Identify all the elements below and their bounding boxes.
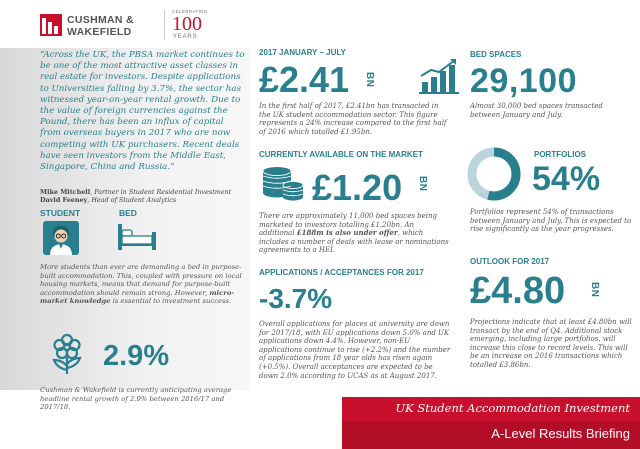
available-value: £1.20 (312, 167, 403, 208)
outlook-unit: BN (589, 282, 600, 298)
portfolios-value: 54% (532, 160, 601, 198)
logo-line1: CUSHMAN & (67, 14, 134, 26)
celebrating-bottom: YEARS (173, 34, 198, 40)
available-text-a: There are approximately 11,000 bed spaces being marketed to investors totalling £1.20bn. An additional (259, 212, 438, 238)
available-text (259, 212, 451, 255)
footer-line1: UK Student Accommodation Investment (395, 401, 630, 415)
jan-july-value: £2.41 (259, 59, 350, 100)
student-text-c: is essential to investment success. (110, 297, 232, 305)
applications-title: APPLICATIONS / ACCEPTANCES FOR 2017 (259, 268, 424, 277)
celebrating-number: 100 (172, 13, 202, 35)
outlook-value: £4.80 (470, 270, 566, 312)
quote-text: “Across the UK, the PBSA market continues to be one of the most attractive asset classes in real estate for investors. Despite applications to Universities falling by 3.7%, the sector has witnessed year-on-year rental growth. Due to the value of foreign currencies against the Pound, there has been an influx of capital from overseas buyers in 2017 who are now competing with UK purchasers. Recent deals have seen investors from the Middle East, Singapore, China and Russia.” (40, 50, 245, 173)
logo (40, 12, 190, 40)
portfolio-donut-chart (466, 146, 522, 202)
bed-spaces-value: 29,100 (470, 62, 577, 100)
jan-july-title: 2017 JANUARY – JULY (259, 48, 346, 57)
coins-icon (259, 165, 305, 203)
student-text (40, 263, 248, 306)
outlook-title: OUTLOOK FOR 2017 (470, 257, 550, 266)
bed-spaces-title: BED SPACES (470, 50, 522, 59)
author2-role: , Head of Student Analytics (87, 196, 177, 204)
rental-growth-text: Cushman & Wakefield is currently anticipating average headline rental growth of 2.9% between 2016/17 and 2017/18. (40, 386, 232, 411)
bed-spaces-text: Almost 30,000 bed spaces transacted between January and July. (470, 102, 603, 119)
quote-attribution (40, 188, 250, 204)
portfolios-title: PORTFOLIOS (534, 150, 586, 159)
available-unit: BN (417, 176, 428, 192)
celebrating-badge (172, 9, 222, 43)
bar-chart-icon (418, 56, 460, 94)
flower-icon (44, 330, 90, 376)
available-title: CURRENTLY AVAILABLE ON THE MARKET (259, 150, 423, 159)
applications-value: -3.7% (259, 283, 333, 314)
author1-role: , Partner in Student Residential Investment (90, 188, 232, 196)
available-text-bold: £188m is also under offer (296, 228, 398, 238)
bed-label: BED (119, 208, 137, 218)
logo-mark-icon (40, 14, 62, 36)
celebrating-top: CELEBRATING (172, 9, 208, 14)
logo-divider (164, 10, 165, 40)
bed-icon (117, 222, 157, 252)
logo-line2: WAKEFIELD (67, 26, 132, 38)
outlook-text: Projections indicate that at least £4.80bn will transact by the end of Q4. Additional stock emerging, including large portfolios, will increase this close to record levels. This will be an increase on 2016 transactions which totalled £3.86bn. (470, 318, 632, 369)
available-text-c: , which includes a number of deals with lease or nominations agreements to a HEI. (259, 229, 449, 255)
jan-july-unit: BN (364, 72, 375, 88)
student-label: STUDENT (40, 208, 81, 218)
author1-name: Mike Mitchell (40, 188, 91, 196)
footer-band-top (342, 397, 640, 421)
rental-growth-value: 2.9% (103, 340, 170, 372)
student-icon (42, 220, 80, 256)
footer-line2: A-Level Results Briefing (491, 426, 630, 441)
jan-july-text: In the first half of 2017, £2.41bn has transacted in the UK student accommodation sector. This figure represents a 24% increase compared to the first half of 2016 which totalled £1.95bn. (259, 102, 447, 136)
portfolios-text: Portfolios represent 54% of transactions between January and July. This is expected to rise significantly as the year progresses. (470, 208, 632, 234)
student-text-a: More students than ever are demanding a bed in purpose-built accommodation. This, coupled with pressure on local housing markets, means that demand for purpose-built accommodation should remain strong. However, (40, 263, 242, 297)
author2-name: David Feeney (40, 196, 88, 204)
student-text-bold: micro-market knowledge (40, 288, 235, 305)
applications-text: Overall applications for places at university are down for 2017/18, with EU applications down 5.0% and UK applications down 4.4%. However, non-EU applications continue to rise (+2.2%) and the number of applications from 18 year olds has risen again (+0.5%). Overall acceptances are expected to be down 2.0% according to UCAS as at August 2017. (259, 320, 451, 380)
footer-band-bottom (342, 421, 640, 449)
